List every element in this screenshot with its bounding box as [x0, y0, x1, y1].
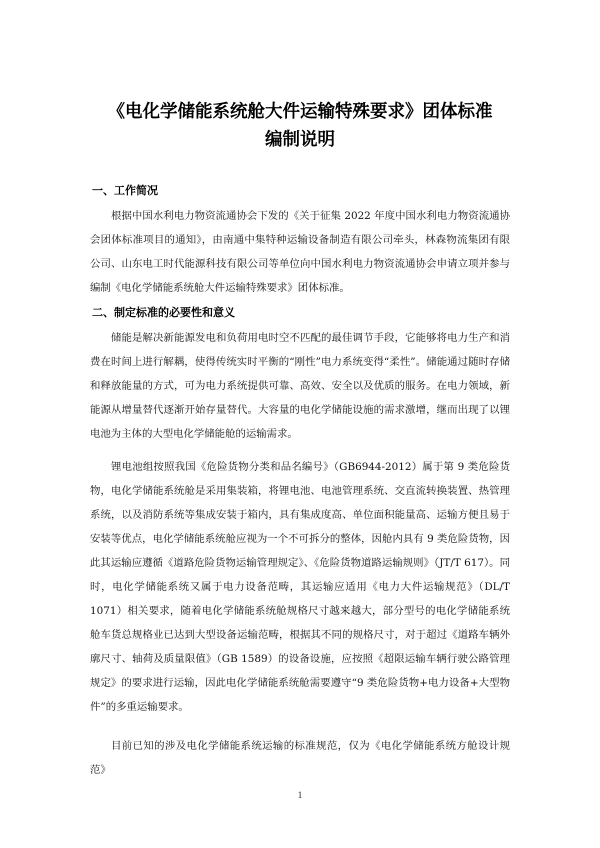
paragraph-work-overview: 根据中国水利电力物资流通协会下发的《关于征集 2022 年度中国水利电力物资流通协会团体标准项目的通知》，由南通中集特种运输设备制造有限公司牵头，林森物流集团有限公司、山东电工时代能源科技有限公司等单位向中国水利电力物资流通协会申请立项并参与编制《电化学储能系统舱大件运输特殊要求》团体标准。 — [90, 210, 510, 294]
paragraph-existing-standards: 目前已知的涉及电化学储能系统运输的标准规范，仅为《电化学储能系统方舱设计规范》 — [90, 740, 510, 776]
document-title: 《电化学储能系统舱大件运输特殊要求》团体标准 — [107, 102, 493, 122]
paragraph-energy-storage: 储能是解决新能源发电和负荷用电时空不匹配的最佳调节手段，它能够将电力生产和消费在时间上进行解耦，使得传统实时平衡的“刚性”电力系统变得“柔性”。储能通过随时存储和释放能量的方式，可为电力系统提供可靠、高效、安全以及优质的服务。在电力领域，新能源从增量替代逐渐开始存量替代。大容量的电化学储能设施的需求激增，继而出现了以锂电池为主体的大型电化学储能舱的运输需求。 — [90, 332, 510, 440]
section-heading-work-overview: 一、工作简况 — [92, 184, 158, 197]
paragraph-lithium-battery: 锂电池组按照我国《危险货物分类和品名编号》（GB6944-2012）属于第 9 类危险货物，电化学储能系统舱是采用集装箱，将锂电池、电池管理系统、交直流转换装置、热管理系统，以及消防系统等集成安装于箱内，具有集成度高、单位面积能量高、运输方便且易于安装等优点，电化学储能系统舱应视为一个不可拆分的整体，因舱内具有 9 类危险货物，因此其运输应遵循《道路危险货物运输管理规定》、《危险货物道路运输规则》（JT/T 617）。同时，电化学储能系统又属于电力设备范畴，其运输应适用《电力大件运输规范》（DL/T 1071）相关要求，随着电化学储能系统舱规格尺寸越来越大，部分型号的电化学储能系统舱车货总规格业已达到大型设备运输范畴，根据其不同的规格尺寸，对于超过《道路车辆外廓尺寸、轴荷及质量限值》（GB 1589）的设备设施，应按照《超限运输车辆行驶公路管理规定》的要求进行运输，因此电化学储能系统舱需要遵守“9 类危险货物+电力设备+大型物件”的多重运输要求。 — [90, 461, 510, 713]
section-heading-necessity: 二、制定标准的必要性和意义 — [92, 306, 235, 319]
document-subtitle: 编制说明 — [265, 130, 335, 150]
page-number: 1 — [297, 790, 303, 800]
